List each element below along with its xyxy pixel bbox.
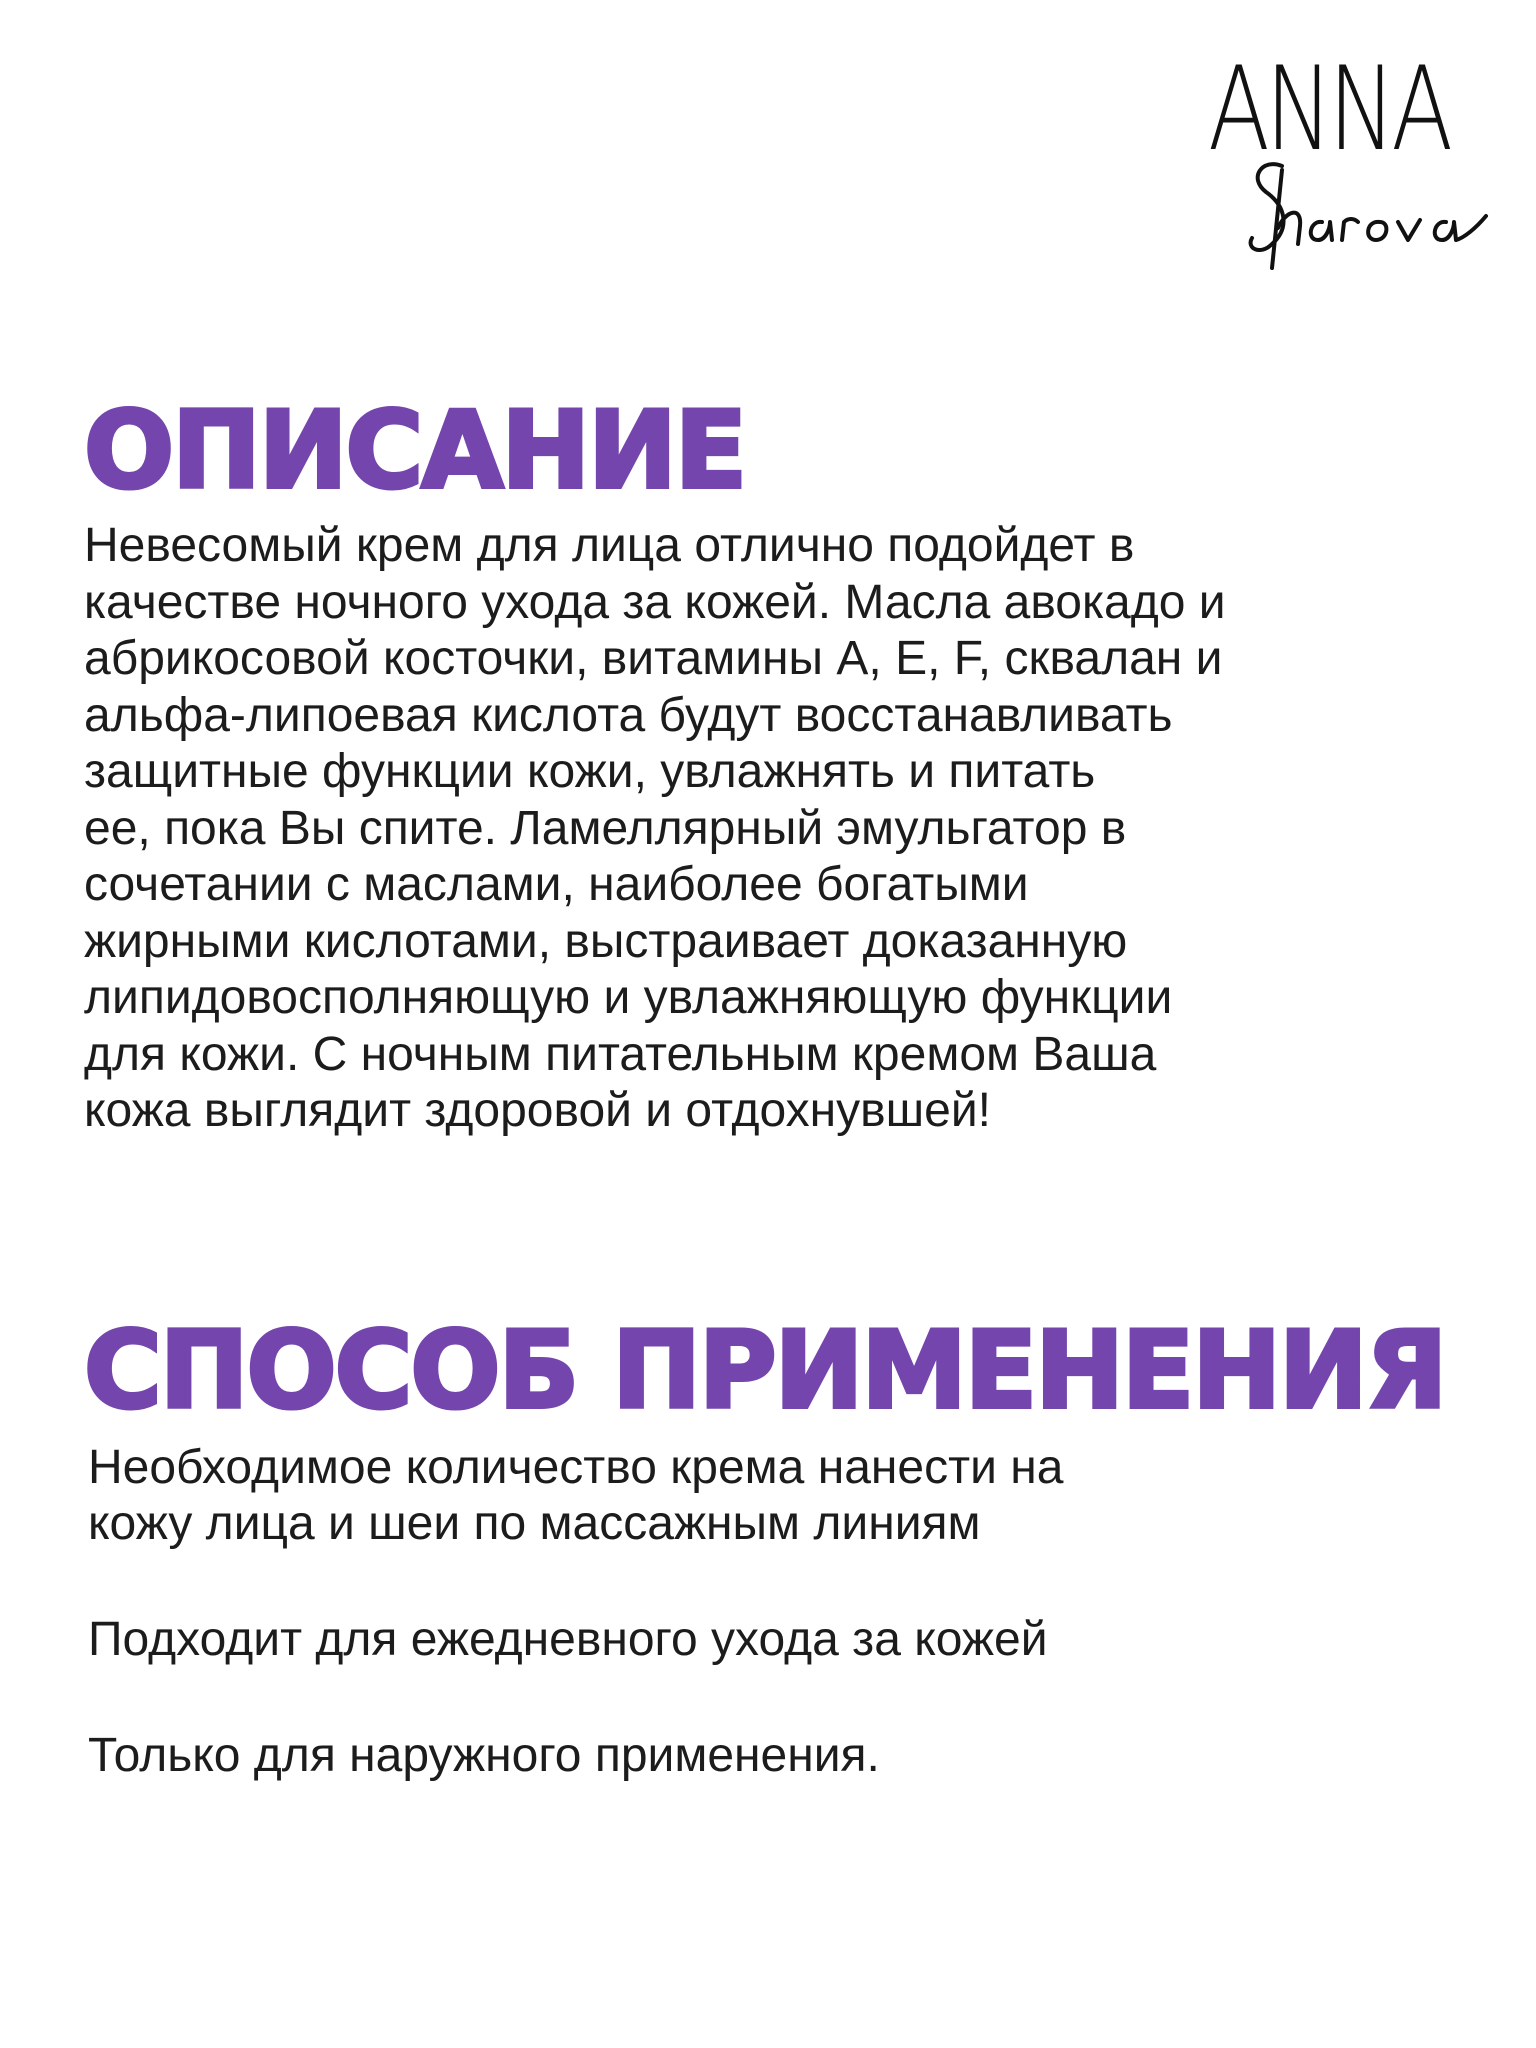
description-line: ее, пока Вы спите. Ламеллярный эмульгатор в — [84, 801, 1127, 855]
description-line: качестве ночного ухода за кожей. Масла авокадо и — [84, 575, 1226, 629]
usage-line: кожу лица и шеи по массажным линиям — [88, 1497, 981, 1550]
description-line: защитные функции кожи, увлажнять и питать — [84, 745, 1096, 798]
logo-signature — [1242, 148, 1492, 288]
usage-heading: СПОСОБ ПРИМЕНЕНИЯ — [84, 1309, 1446, 1432]
usage-line: Подходит для ежедневного ухода за кожей — [88, 1613, 1048, 1666]
usage-line: Необходимое количество крема нанести на — [88, 1441, 1064, 1494]
description-line: сочетании с маслами, наиболее богатыми — [84, 858, 1029, 911]
brand-logo — [1208, 42, 1508, 292]
description-line: кожа выглядит здоровой и отдохнувшей! — [84, 1084, 991, 1137]
description-line: липидовосполняющую и увлажняющую функции — [84, 971, 1173, 1024]
description-line: для кожи. С ночным питательным кремом Ваша — [84, 1027, 1157, 1081]
description-line: жирными кислотами, выстраивает доказанную — [84, 914, 1128, 968]
usage-line: Только для наружного применения. — [88, 1729, 880, 1782]
description-line: абрикосовой косточки, витамины A, E, F, сквалан и — [84, 632, 1223, 685]
logo-wordmark: ANNA — [1208, 42, 1449, 177]
description-heading: ОПИСАНИЕ — [84, 389, 746, 512]
description-line: альфа-липоевая кислота будут восстанавливать — [84, 688, 1173, 742]
description-text — [84, 518, 1484, 1140]
description-line: Невесомый крем для лица отлично подойдет в — [84, 519, 1135, 572]
